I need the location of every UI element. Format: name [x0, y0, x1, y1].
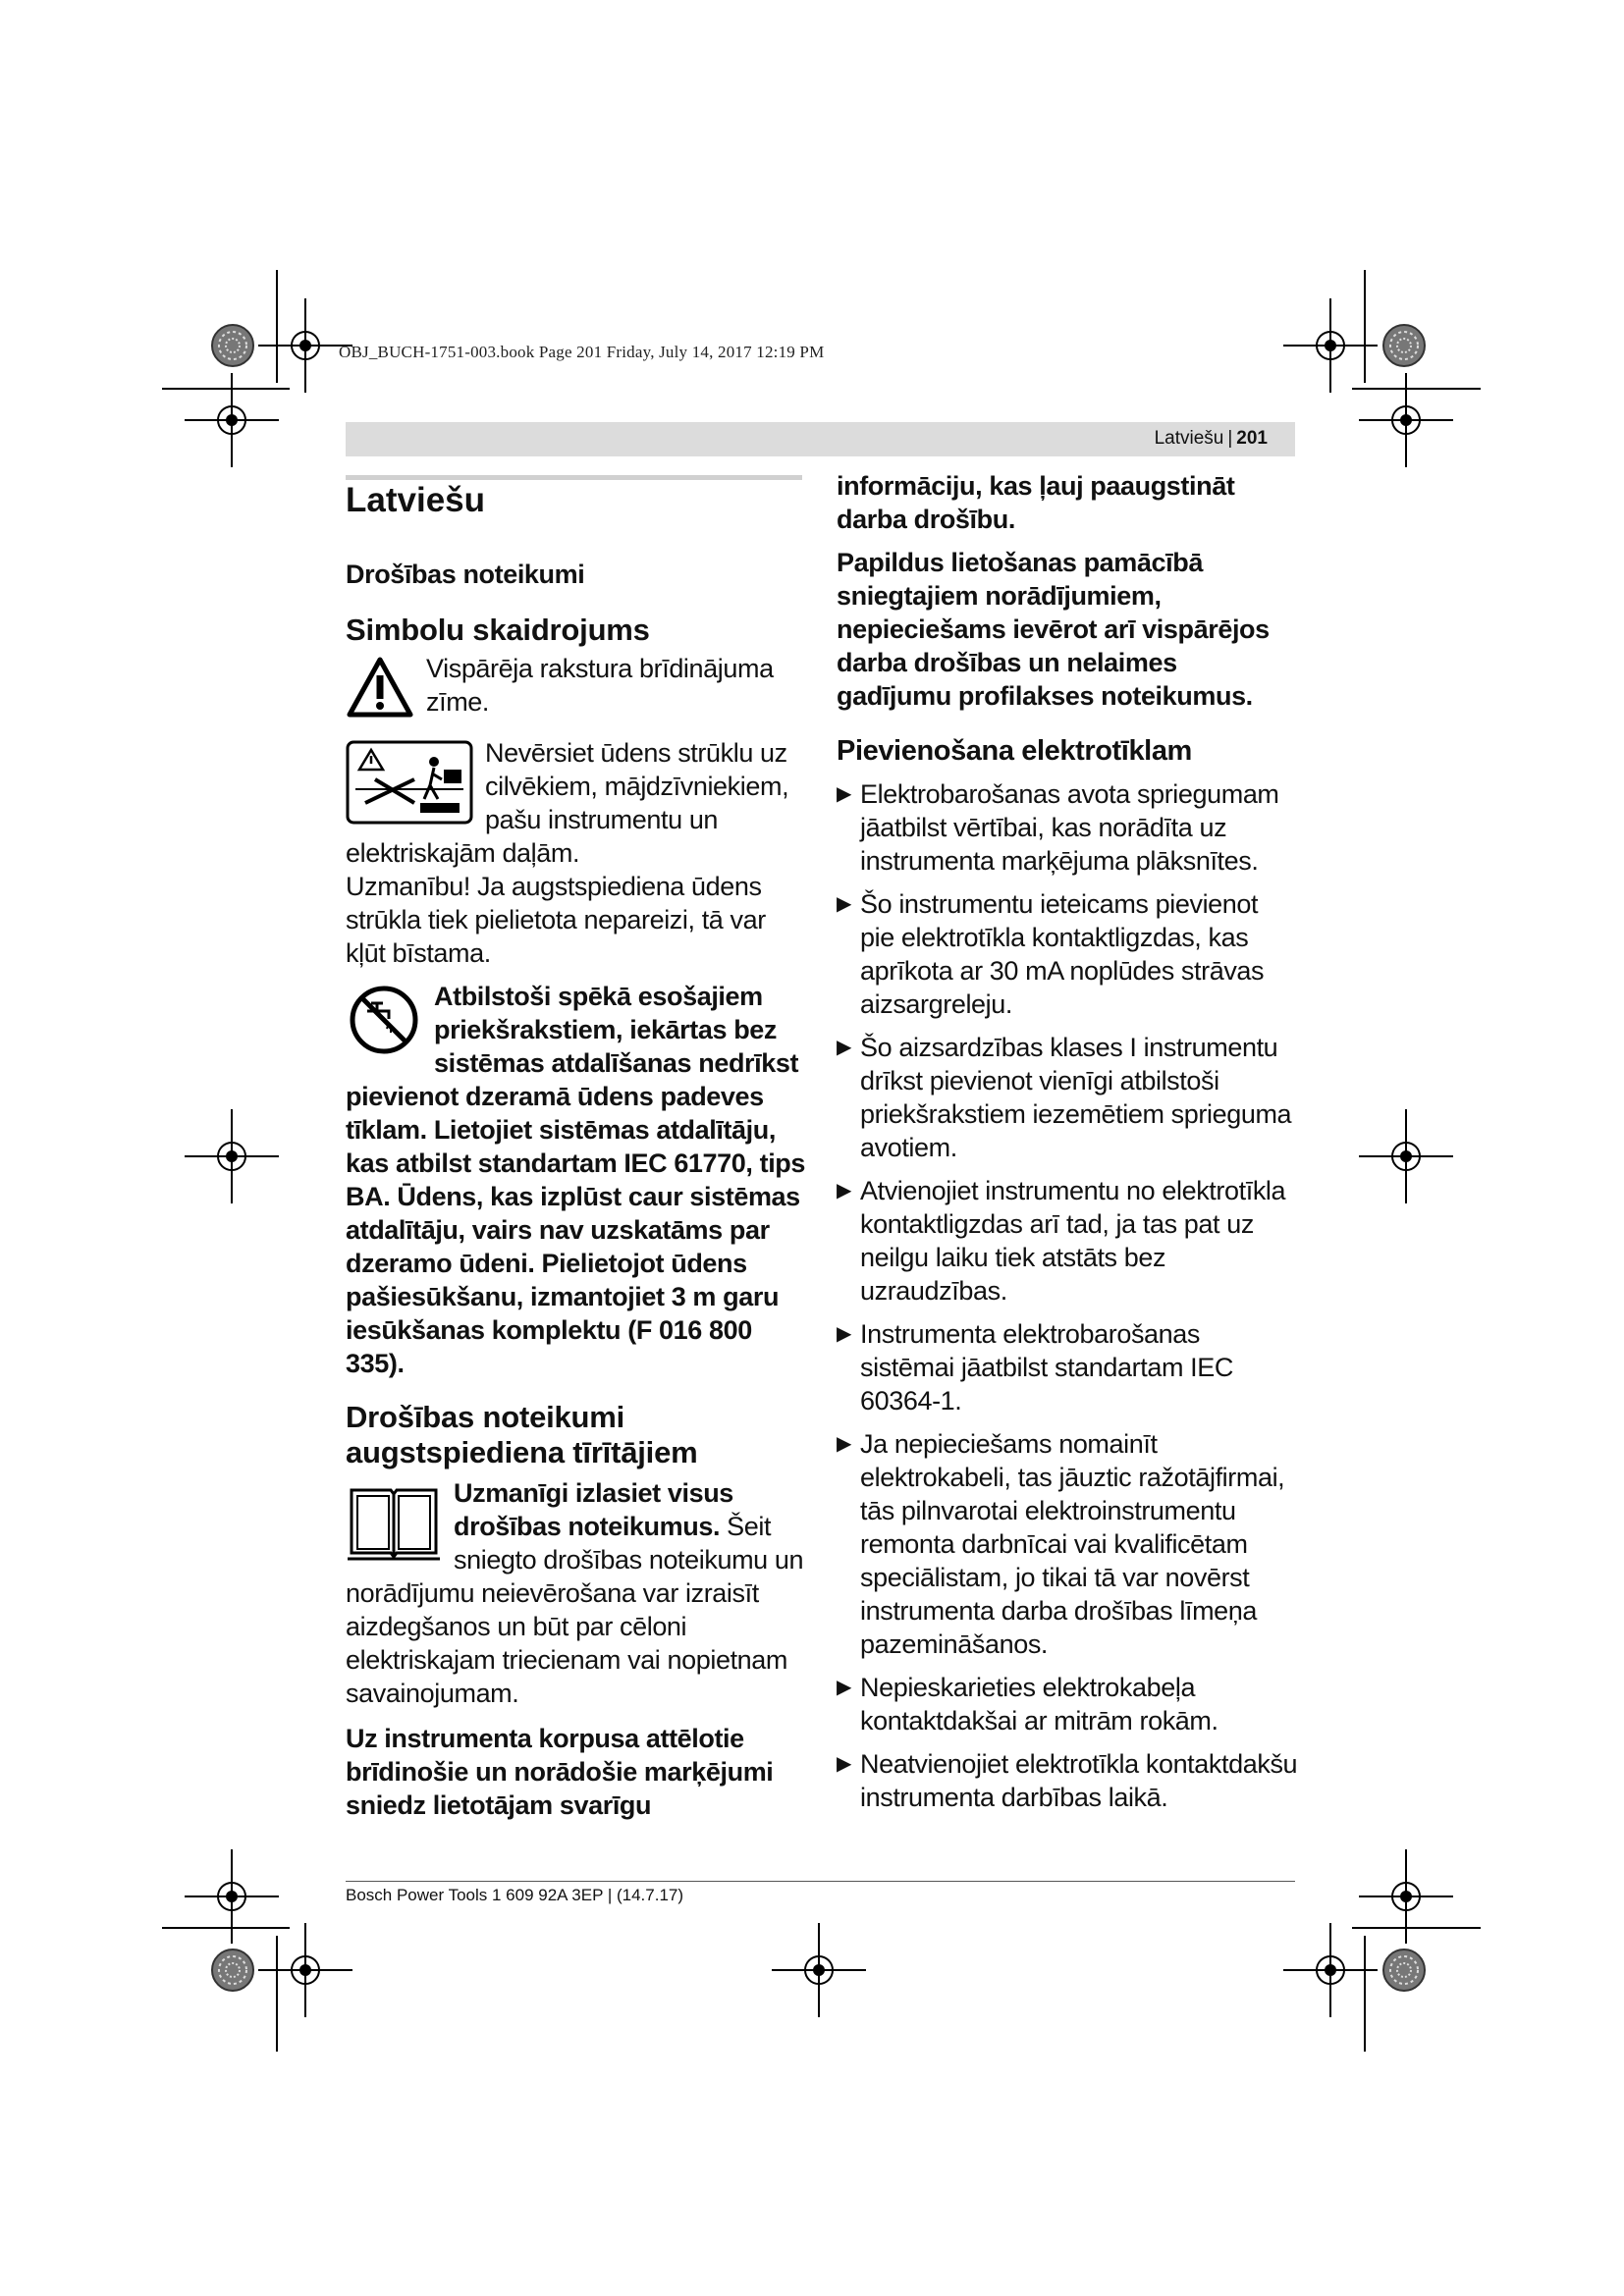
registration-mark-icon	[258, 1923, 352, 2017]
footer-rule	[346, 1881, 1295, 1882]
no-spray-people-icon	[346, 740, 473, 825]
list-item: ▶ Atvienojiet instrumentu no elektrotīkla kontaktligzdas arī tad, ja tas pat uz neilgu laiku tiek atstāts bez uzraudzības.	[837, 1176, 1286, 1306]
bullet-triangle-icon: ▶	[837, 893, 851, 915]
list-item: ▶ Elektrobarošanas avota spriegumam jāatbilst vērtībai, kas norādīta uz instrumenta marķējuma plāksnītes.	[837, 779, 1279, 876]
bullet-triangle-icon: ▶	[837, 1180, 851, 1201]
registration-mark-icon	[185, 373, 279, 467]
symbol-read-manual	[346, 1476, 809, 1710]
symbols-heading: Simbolu skaidrojums	[346, 613, 650, 647]
running-header	[346, 422, 1295, 456]
mains-bullet-list	[837, 777, 1298, 1814]
read-manual-book-icon	[346, 1480, 442, 1565]
color-target-icon	[1383, 1949, 1425, 1991]
list-item: ▶ Šo aizsardzības klases I instrumentu drīkst pievienot vienīgi atbilstoši priekšrakstiem iezemētiem sprieguma avotiem.	[837, 1033, 1292, 1162]
list-item: ▶ Instrumenta elektrobarošanas sistēmai jāatbilst standartam IEC 60364-1.	[837, 1319, 1233, 1415]
registration-mark-icon	[772, 1923, 866, 2017]
markings-text: Uz instrumenta korpusa attēlotie brīdinošie un norādošie marķējumi sniedz lietotājam svarīgu	[346, 1724, 774, 1820]
page-number: 201	[1236, 428, 1268, 449]
language-title: Latviešu	[346, 481, 485, 519]
list-item: ▶ Neatvienojiet elektrotīkla kontaktdakšu instrumenta darbības laikā.	[837, 1749, 1298, 1812]
no-drinking-water-icon	[346, 984, 422, 1056]
registration-mark-icon	[185, 1849, 279, 1944]
continued-text: informāciju, kas ļauj paaugstināt darba drošību.	[837, 471, 1235, 534]
caution-text: Uzmanību! Ja augstspiediena ūdens strūkla tiek pielietota nepareizi, tā var kļūt bīstama.	[346, 872, 766, 968]
read-bold-text: Uzmanīgi izlasiet visus drošības noteikumus.	[454, 1478, 733, 1541]
bullet-triangle-icon: ▶	[837, 1323, 851, 1345]
list-item: ▶ Šo instrumentu ieteicams pievienot pie elektrotīkla kontaktligzdas, kas aprīkota ar 30 mA noplūdes strāvas aizsargreleju.	[837, 889, 1265, 1019]
registration-mark-icon	[1359, 1109, 1453, 1203]
left-column	[346, 469, 809, 1832]
color-target-icon	[212, 325, 253, 366]
warning-text: Vispārēja rakstura brīdinājuma zīme.	[426, 654, 774, 717]
registration-mark-icon	[1283, 1923, 1378, 2017]
read-rest-text: Šeit sniegto drošības noteikumu un norādījumu neievērošana var izraisīt aizdegšanos un būt par cēloni elektriskajam triecienam vai nopietnam savainojumam.	[346, 1512, 804, 1708]
symbol-no-drinking	[346, 980, 809, 1380]
cleaner-heading: Drošības noteikumi augstspiediena tīrītājiem	[346, 1400, 698, 1469]
registration-mark-icon	[1359, 1849, 1453, 1944]
mains-heading: Pievienošana elektrotīklam	[837, 735, 1192, 767]
bullet-triangle-icon: ▶	[837, 1753, 851, 1775]
symbol-spray	[346, 736, 809, 870]
bullet-triangle-icon: ▶	[837, 1677, 851, 1698]
spray-text: Nevērsiet ūdens strūklu uz cilvēkiem, mājdzīvniekiem, pašu instrumentu un elektriskajām daļām.	[346, 738, 789, 868]
bullet-triangle-icon: ▶	[837, 1433, 851, 1455]
symbol-warning	[346, 652, 809, 719]
additional-rules-text: Papildus lietošanas pamācībā sniegtajiem norādījumiem, nepieciešams ievērot arī vispārējos darba drošības un nelaimes gadījumu profilakses noteikumus.	[837, 548, 1270, 711]
registration-mark-icon	[1283, 298, 1378, 393]
list-item: ▶ Ja nepieciešams nomainīt elektrokabeli, tas jāuztic ražotājfirmai, tās pilnvarotai elektroinstrumentu remonta darbnīcai vai kvalificētam speciālistam, jo tikai tā var novērst instrumenta darba drošības līmeņa pazemināšanos.	[837, 1429, 1285, 1659]
header-section: Latviešu	[1154, 428, 1224, 449]
header-separator: |	[1227, 428, 1233, 449]
safety-heading: Drošības noteikumi	[346, 560, 585, 589]
right-column	[837, 469, 1298, 1824]
warning-triangle-icon	[346, 656, 414, 719]
running-head	[1155, 428, 1268, 450]
color-target-icon	[1383, 325, 1425, 366]
registration-mark-icon	[1359, 373, 1453, 467]
page-footer: Bosch Power Tools 1 609 92A 3EP | (14.7.17)	[346, 1886, 684, 1904]
no-drinking-text: Atbilstoši spēkā esošajiem priekšrakstiem, iekārtas bez sistēmas atdalīšanas nedrīkst pievienot dzeramā ūdens padeves tīklam. Lietojiet sistēmas atdalītāju, kas atbilst standartam IEC 61770, tips BA. Ūdens, kas izplūst caur sistēmas atdalītāju, vairs nav uzskatāms par dzeramo ūdeni. Pielietojot ūdens pašiesūkšanu, izmantojiet 3 m garu iesūkšanas komplektu (F 016 800 335).	[346, 982, 806, 1378]
bullet-triangle-icon: ▶	[837, 1037, 851, 1058]
file-slug: OBJ_BUCH-1751-003.book Page 201 Friday, July 14, 2017 12:19 PM	[339, 343, 825, 361]
bullet-triangle-icon: ▶	[837, 783, 851, 805]
color-target-icon	[212, 1949, 253, 1991]
registration-mark-icon	[185, 1109, 279, 1203]
list-item: ▶ Nepieskarieties elektrokabeļa kontaktdakšai ar mitrām rokām.	[837, 1673, 1218, 1735]
